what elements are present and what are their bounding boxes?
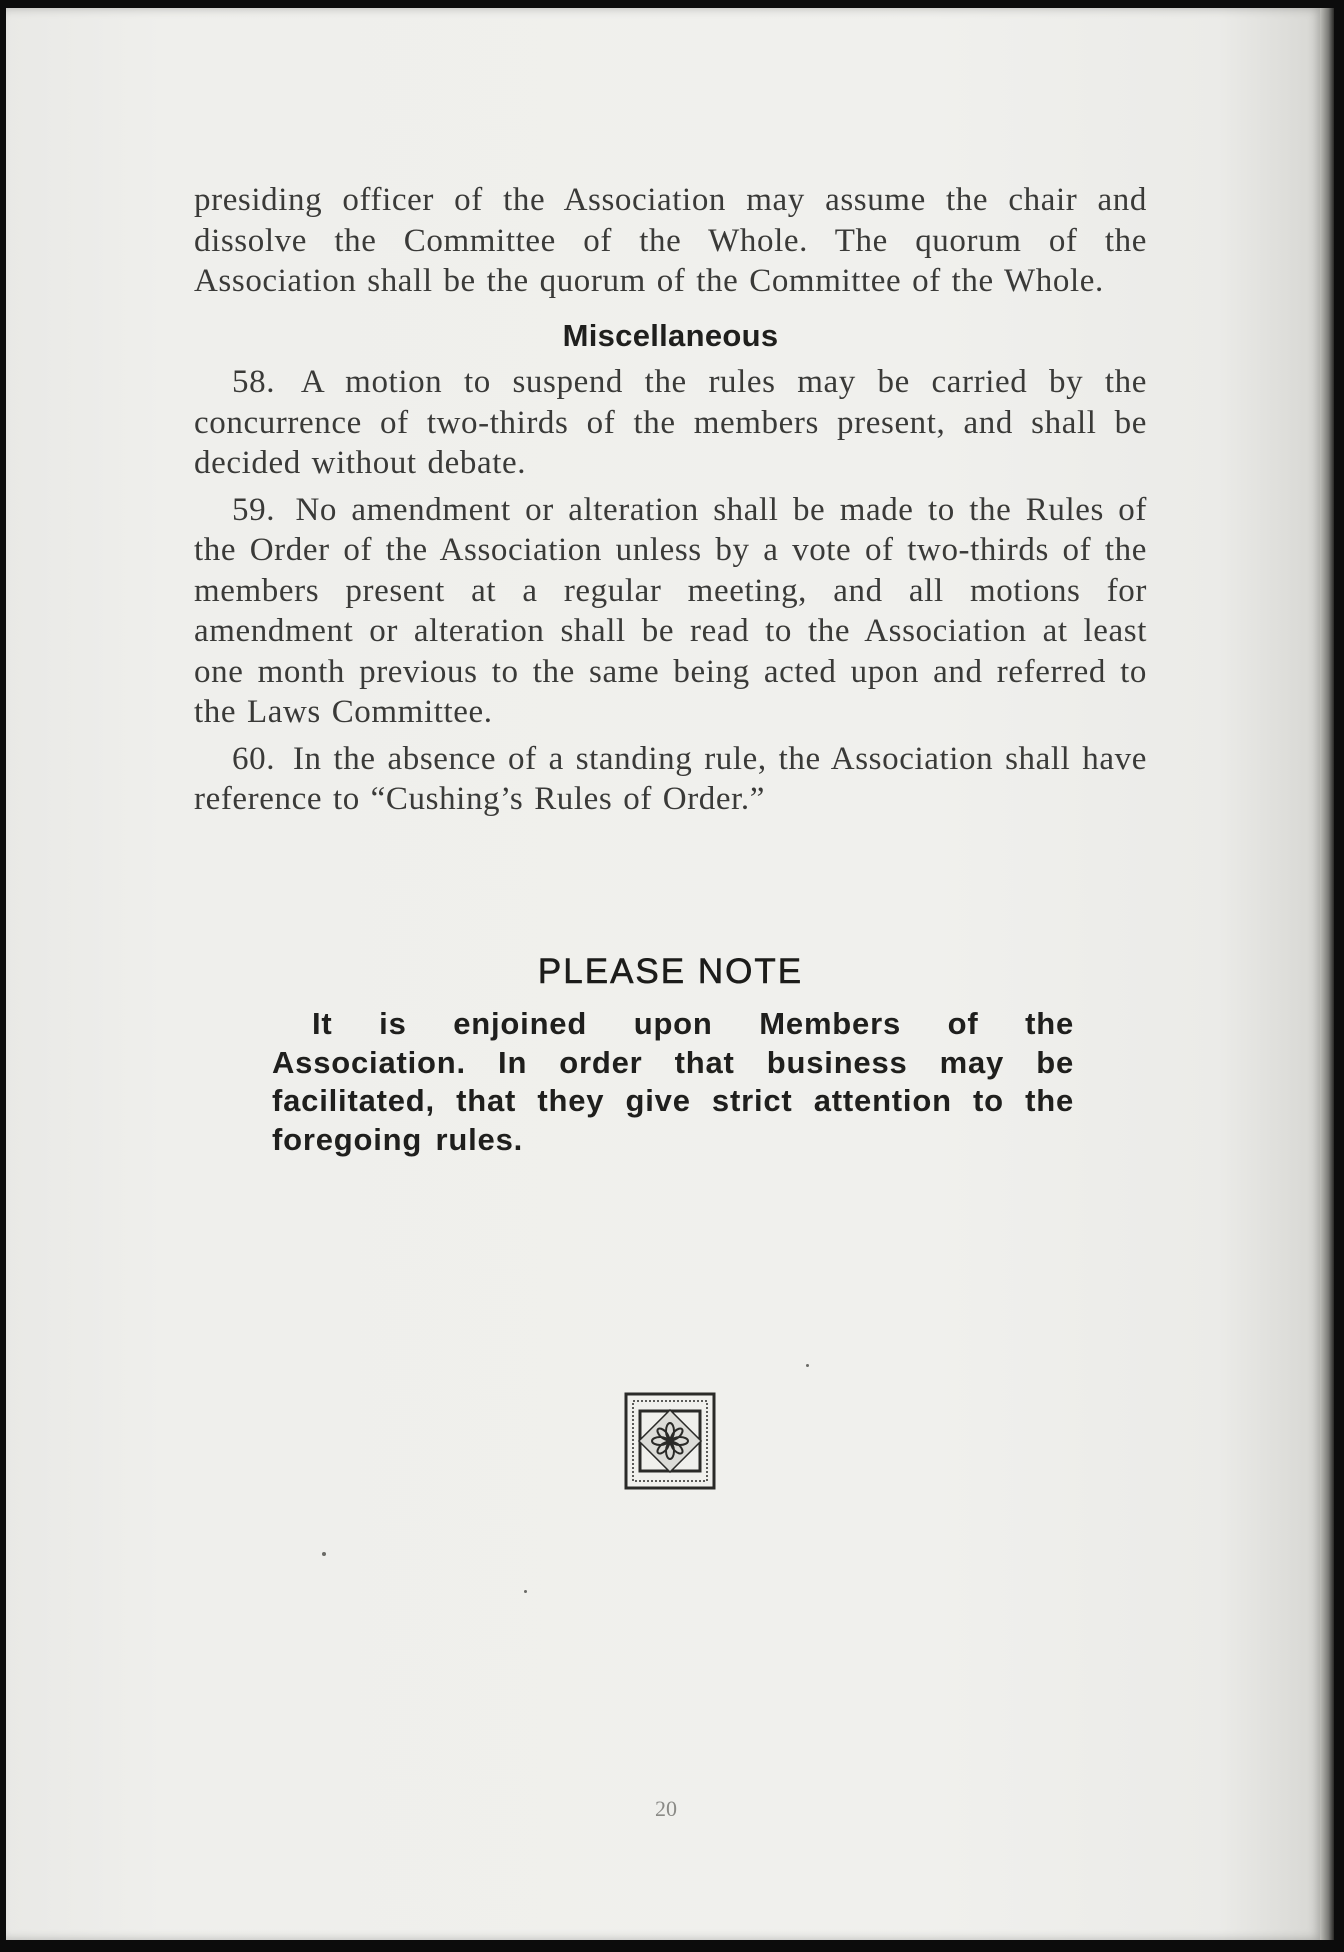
- please-note-text: It is enjoined upon Members of the Association. In order that business may be facilitated, that they give strict attention to the foregoing rules.: [272, 1006, 1074, 1157]
- page-number: 20: [655, 1796, 677, 1821]
- book-page: [6, 8, 1324, 1940]
- continuation-paragraph: presiding officer of the Association may assume the chair and dissolve the Committee of the Whole. The quorum of the Association shall be the quorum of the Committee of the Whole.: [194, 182, 1147, 299]
- paper-speck: [806, 1364, 809, 1367]
- rule-58-paragraph: [194, 362, 1147, 484]
- rule-59-paragraph: [194, 490, 1147, 733]
- rule-60-paragraph: [194, 739, 1147, 820]
- rule-60-number: 60.: [232, 740, 276, 777]
- rule-60-text: In the absence of a standing rule, the Association shall have reference to “Cushing’s Rules of Order.”: [194, 740, 1147, 817]
- please-note-title: PLEASE NOTE: [537, 952, 804, 991]
- rule-58-text: A motion to suspend the rules may be carried by the concurrence of two-thirds of the members present, and shall be decided without debate.: [194, 364, 1147, 481]
- paper-speck: [322, 1552, 326, 1556]
- floral-ornament-icon: [624, 1392, 716, 1490]
- section-heading-miscellaneous: Miscellaneous: [562, 317, 779, 353]
- rule-59-number: 59.: [232, 491, 276, 528]
- rules-text-block: [194, 180, 1147, 820]
- rule-58-number: 58.: [232, 364, 276, 400]
- book-spine-edge: [1320, 8, 1334, 1940]
- rule-59-text: No amendment or alteration shall be made to the Rules of the Order of the Association unless by a vote of two-thirds of the members present at a regular meeting, and all motions for amendment or alteration shall be read to the Association at least one month previous to the same being acted upon and referred to the Laws Committee.: [194, 491, 1147, 730]
- paper-speck: [524, 1590, 527, 1593]
